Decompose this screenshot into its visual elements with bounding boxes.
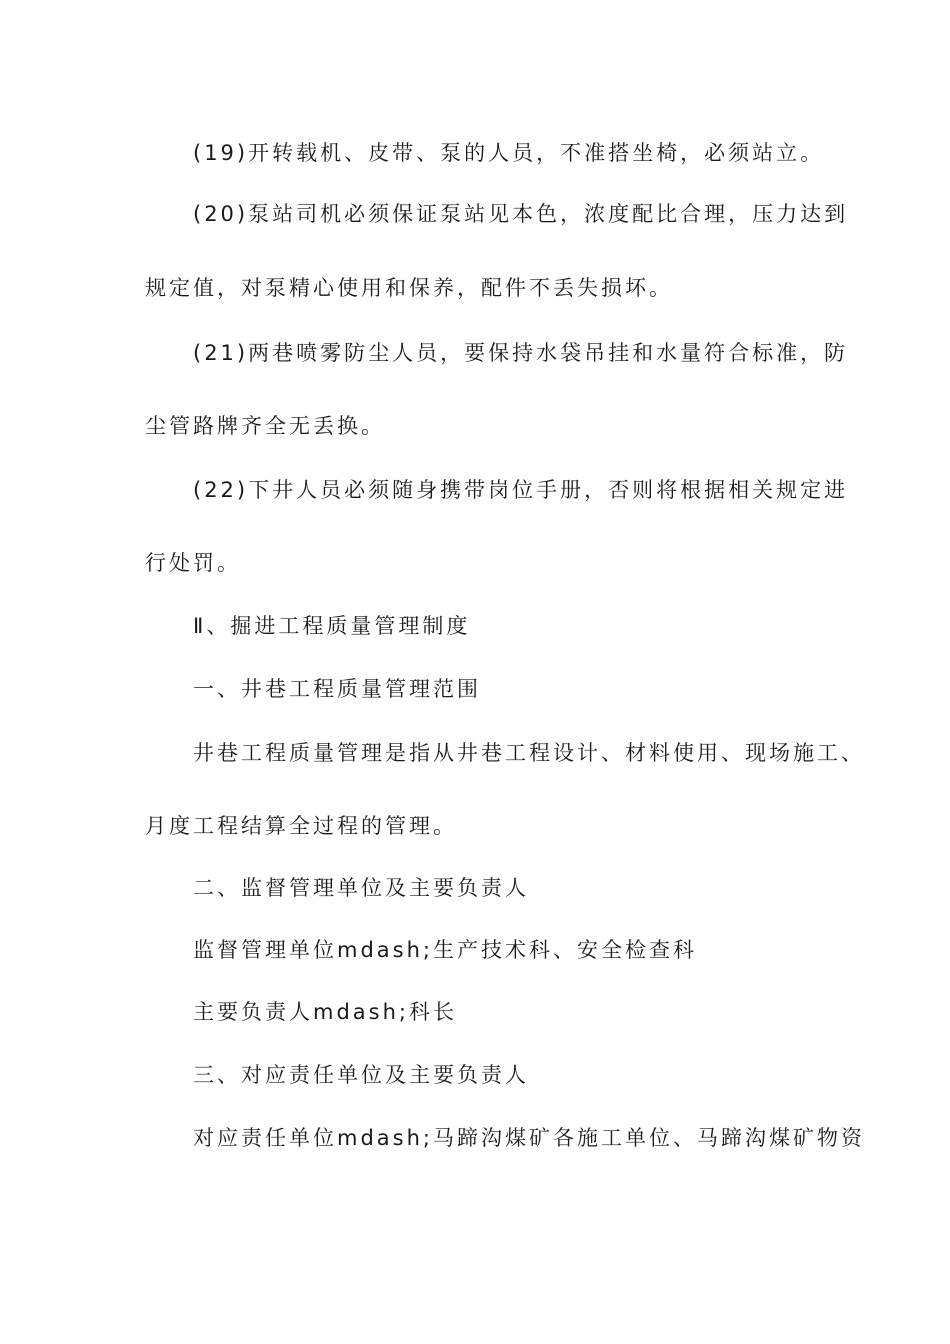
section-heading: Ⅱ、掘进工程质量管理制度 — [193, 614, 471, 638]
subheading-responsibility: 三、对应责任单位及主要负责人 — [193, 1063, 529, 1087]
subheading-scope: 一、井巷工程质量管理范围 — [193, 677, 481, 701]
responsible-person: 主要负责人mdash;科长 — [193, 1000, 457, 1024]
paragraph-20-line-2: 规定值，对泵精心使用和保养，配件不丢失损坏。 — [145, 276, 673, 300]
scope-paragraph-line-2: 月度工程结算全过程的管理。 — [145, 814, 457, 838]
paragraph-21-line-2: 尘管路牌齐全无丢换。 — [145, 414, 385, 438]
scope-paragraph-line-1: 井巷工程质量管理是指从井巷工程设计、材料使用、现场施工、 — [193, 741, 865, 765]
supervision-unit: 监督管理单位mdash;生产技术科、安全检查科 — [193, 938, 697, 962]
responsibility-unit: 对应责任单位mdash;马蹄沟煤矿各施工单位、马蹄沟煤矿物资 — [193, 1126, 865, 1150]
paragraph-20-line-1: (20)泵站司机必须保证泵站见本色，浓度配比合理，压力达到 — [193, 202, 849, 226]
paragraph-22-line-2: 行处罚。 — [145, 551, 241, 575]
paragraph-21-line-1: (21)两巷喷雾防尘人员，要保持水袋吊挂和水量符合标准，防 — [193, 341, 849, 365]
subheading-supervision: 二、监督管理单位及主要负责人 — [193, 876, 529, 900]
paragraph-19-line-1: (19)开转载机、皮带、泵的人员，不准搭坐椅，必须站立。 — [193, 141, 825, 165]
paragraph-22-line-1: (22)下井人员必须随身携带岗位手册，否则将根据相关规定进 — [193, 478, 849, 502]
